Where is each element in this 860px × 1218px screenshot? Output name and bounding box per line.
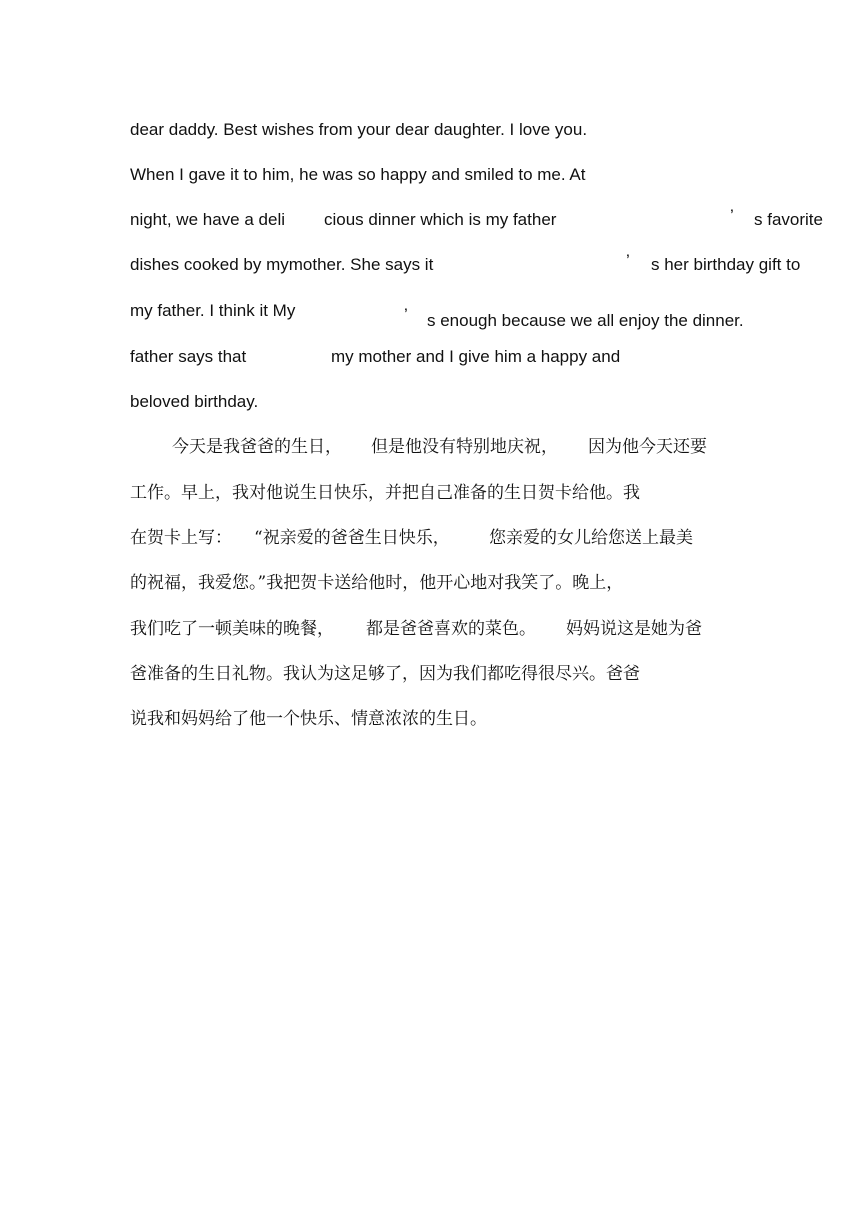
chinese-line-4: 的祝福，我爱您。”我把贺卡送给他时，他开心地对我笑了。晚上，	[130, 573, 624, 593]
chinese-line-5-part-c: 妈妈说这是她为爸	[566, 619, 702, 639]
english-line-5-part-a: my father. I think it My	[130, 301, 296, 320]
chinese-line-5-part-a: 我们吃了一顿美味的晚餐，	[130, 619, 334, 639]
english-line-2: When I gave it to him, he was so happy and smiled to me. At	[130, 165, 586, 184]
english-line-1: dear daddy. Best wishes from your dear daughter. I love you.	[130, 120, 588, 139]
english-line-3-apostrophe: ’	[730, 206, 734, 225]
chinese-line-3-part-b: “祝亲爱的爸爸生日快乐，	[254, 528, 450, 548]
english-line-4-part-a: dishes cooked by mymother. She says it	[130, 255, 434, 274]
english-line-6-part-a: father says that	[130, 347, 247, 366]
english-line-3-part-a: night, we have a deli	[130, 210, 285, 229]
chinese-line-2: 工作。早上，我对他说生日快乐，并把自己准备的生日贺卡给他。我	[130, 483, 640, 503]
english-line-7: beloved birthday.	[130, 392, 259, 411]
chinese-line-6: 爸准备的生日礼物。我认为这足够了，因为我们都吃得很尽兴。爸爸	[130, 664, 640, 684]
chinese-line-3-part-a: 在贺卡上写：	[130, 528, 232, 548]
chinese-line-1-part-c: 因为他今天还要	[588, 437, 707, 457]
chinese-line-3-part-c: 您亲爱的女儿给您送上最美	[489, 528, 693, 548]
english-line-6-part-b: my mother and I give him a happy and	[331, 347, 621, 366]
english-line-3-part-b: cious dinner which is my father	[324, 210, 557, 229]
chinese-line-7: 说我和妈妈给了他一个快乐、情意浓浓的生日。	[130, 709, 487, 729]
english-line-4-apostrophe: ’	[626, 251, 630, 270]
chinese-line-5-part-b: 都是爸爸喜欢的菜色。	[366, 619, 536, 639]
chinese-line-1-part-a: 今天是我爸爸的生日，	[172, 437, 342, 457]
english-line-3-part-c: s favorite	[754, 210, 823, 229]
english-line-5-part-b: s enough because we all enjoy the dinner.	[427, 311, 744, 330]
chinese-line-1-part-b: 但是他没有特别地庆祝，	[371, 437, 558, 457]
english-line-5-apostrophe: ’	[404, 305, 408, 324]
english-line-4-part-b: s her birthday gift to	[651, 255, 801, 274]
